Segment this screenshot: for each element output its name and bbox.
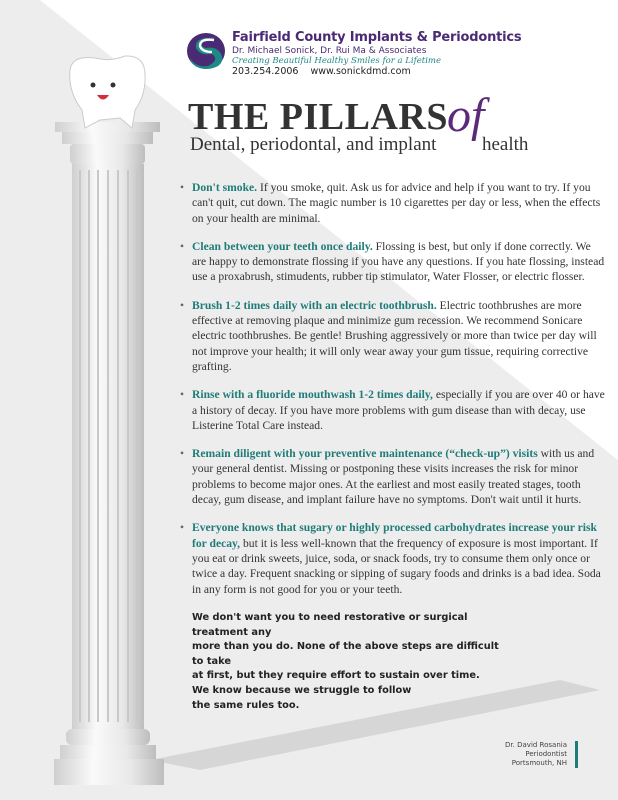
tip-text: If you smoke, quit. Ask us for advice and help if you want to try. If you can't quit, cut down. The magic number is 10 cigarettes per day or less, when the effects on your health are minimal. [192,181,601,225]
signature-location: Portsmouth, NH [511,759,567,767]
tip-text: especially if you are over 40 or have a history of decay. If you have more problems with gum disease than with decay, use Listerine Total Care instead. [192,388,605,432]
tip-lead: Clean between your teeth once daily. [192,239,373,253]
tips-list [180,180,605,610]
practice-logo-icon [186,32,226,70]
subtitle-health: health [482,134,529,155]
phone-number: 203.254.2006 [232,66,299,77]
tip-lead: Everyone knows that sugary or highly processed carbohydrates increase your risk for decay, [192,521,597,550]
page-title: THE PILLARS [188,96,448,138]
tip-text: Electric toothbrushes are more effective at removing plaque and minimize gum recession. We recommend Sonicare electric toothbrushes. Be gentle! Brushing aggressively or more than twice per day will not improve your health; it will only wear away your gum tissue, requiring corrective grafting. [192,298,597,373]
signature-name: Dr. David Rosania [505,741,567,749]
tip-lead: Remain diligent with your preventive maintenance (“check-up”) visits [192,447,538,461]
closing-line: We know because we struggle to follow [192,684,412,696]
tip-item [180,446,605,507]
tip-lead: Brush 1-2 times daily with an electric toothbrush. [192,298,437,312]
closing-line: more than you do. None of the above steps are difficult to take [192,641,499,667]
website-link[interactable]: www.sonickdmd.com [310,66,411,77]
practice-name: Fairfield County Implants & Periodontics [232,30,522,45]
tip-text: but it is less well-known that the frequency of exposure is most important. If you eat or drink sweets, juice, soda, or snack foods, try to consume them only once or twice a day. Frequent snacking or sipping of sugary foods and drinks is a bad idea. Soda in any form is not good for you or your teeth. [192,536,601,596]
tip-lead: Don't smoke. [192,181,258,194]
practice-tagline: Creating Beautiful Healthy Smiles for a Lifetime [232,56,442,66]
closing-line: at first, but they require effort to sustain over time. [192,670,480,682]
tip-item [180,239,605,285]
tip-text: Flossing is best, but only if done correctly. We are happy to demonstrate flossing if you have any questions. If you hate flossing, instead use a proxabrush, stimudents, rubber tip stimulator, Water Flosser, or electric flosser. [192,239,605,284]
tip-item [180,520,605,596]
signature-title: Periodontist [525,750,567,758]
closing-line: the same rules too. [192,699,300,711]
tip-item [180,298,605,374]
page-subtitle: Dental, periodontal, and implant [190,134,437,155]
closing-line: We don't want you to need restorative or surgical treatment any [192,612,468,638]
title-of: of [447,89,485,142]
tip-lead: Rinse with a fluoride mouthwash 1-2 times daily, [192,388,433,402]
signature-block [505,741,578,768]
tip-text: with us and your general dentist. Missing or postponing these visits increases the risk for minor problems to become major ones. At the earliest and most easily treated stages, tooth decay, gum disease, and implant failure have no symptoms. Don't wait until it hurts. [192,447,595,507]
closing-statement [192,611,512,713]
practice-doctors: Dr. Michael Sonick, Dr. Rui Ma & Associates [232,46,427,56]
tip-item [180,387,605,433]
tip-item [180,180,605,226]
